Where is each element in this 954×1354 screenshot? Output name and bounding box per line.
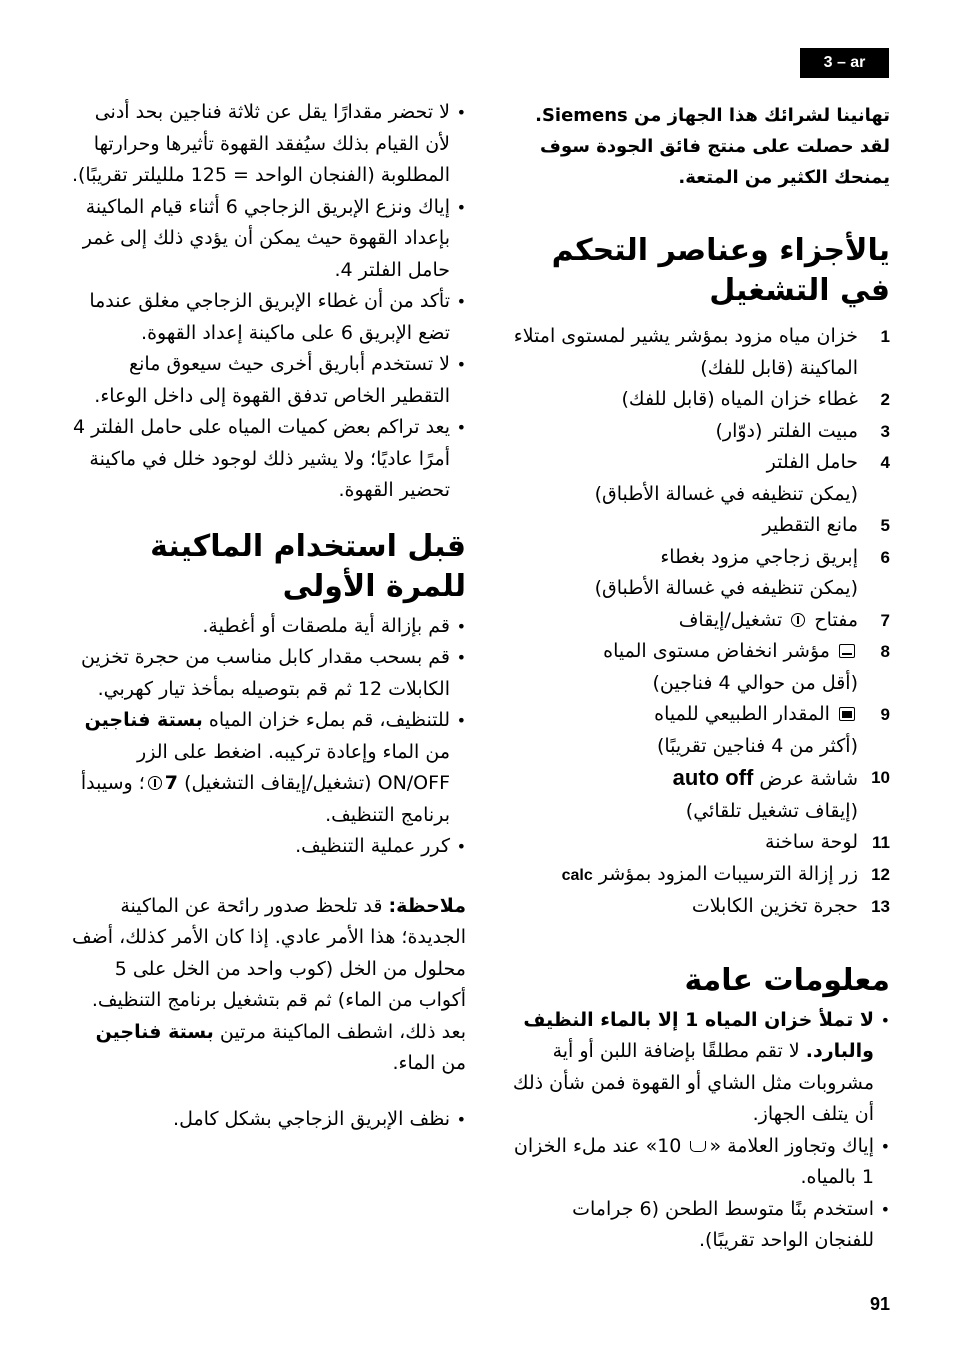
list-item: • لا تستخدم أباريق أخرى حيث سيعوق مانع التقطير الخاص تدفق القهوة إلى داخل الوعاء. — [66, 349, 466, 412]
list-item: 10 شاشة عرض auto off (إيقاف تشغيل تلقائي) — [672, 765, 890, 822]
intro-paragraph: تهانينا لشرائك هذا الجهاز من Siemens. لقد حصلت على منتج فائق الجودة سوف يمنحك الكثير من المتعة. — [535, 105, 890, 188]
list-item: • كرر عملية التنظيف. — [66, 831, 466, 863]
general-list — [512, 1005, 890, 1257]
full-water-icon — [839, 707, 855, 721]
low-water-icon — [839, 644, 855, 658]
parts-heading: يالأجزاء وعناصر التحكم في التشغيل — [551, 233, 890, 308]
list-item: 13 حجرة تخزين الكابلات — [691, 895, 890, 917]
list-item: 1 خزان مياه مزود بمؤشر يشير لمستوى امتلاء الماكينة (قابل للفك) — [513, 325, 890, 379]
final-list — [66, 1104, 466, 1136]
power-icon — [791, 613, 805, 627]
list-item: • لا تملأ خزان المياه 1 إلا بالماء النظيف والبارد. لا تقم مطلقًا بإضافة اللبن أو أية مشروبات مثل الشاي أو القهوة فمن شأن ذلك أن يتلف الجهاز. — [512, 1005, 890, 1131]
note-paragraph: ملاحظة: قد تلحظ صدور رائحة عن الماكينة الجديدة؛ هذا الأمر عادي. إذا كان الأمر كذلك، أضف محلول من الخل (كوب واحد من الخل على 5 أكواب من الماء) ثم قم بتشغيل برنامج التنظيف. بعد ذلك، اشطف الماكينة مرتين بستة فناجين من الماء. — [71, 894, 466, 1074]
first-use-heading: قبل استخدام الماكينة للمرة الأولى — [150, 528, 466, 604]
list-item: • إياك وتجاوز العلامة « 10» عند ملء الخزان 1 بالمياه. — [512, 1131, 890, 1194]
parts-list — [512, 321, 890, 923]
power-icon — [148, 776, 162, 790]
list-item: • للتنظيف، قم بملء خزان المياه بستة فناجين من الماء وإعادة تركيبه. اضغط على الزر ON/OFF (تشغيل/إيقاف التشغيل) 7؛ وسيبدأ برنامج التنظيف. — [66, 705, 466, 831]
list-item: • إياك ونزع الإبريق الزجاجي 6 أثناء قيام الماكينة بإعداد القهوة حيث يمكن أن يؤدي ذلك إلى غمر حامل الفلتر 4. — [66, 192, 466, 287]
list-item: 9 المقدار الطبيعي للمياه (أكثر من 4 فناجين تقريبًا) — [654, 703, 890, 757]
list-item: • يعد تراكم بعض كميات المياه على حامل الفلتر 4 أمرًا عاديًا؛ ولا يشير ذلك لوجود خلل في ماكينة تحضير القهوة. — [66, 412, 466, 507]
list-item: • قم بسحب مقدار كابل مناسب من حجرة تخزين الكابلات 12 ثم قم بتوصيله بمأخذ تيار كهربي. — [66, 642, 466, 705]
list-item: • نظف الإبريق الزجاجي بشكل كامل. — [66, 1104, 466, 1136]
list-item: • لا تحضر مقدارًا يقل عن ثلاثة فناجين بحد أدنى لأن القيام بذلك سيُفقد القهوة تأثيرها وحرارتها المطلوبة (الفنجان الواحد = 125 ملليلتر تقريبًا). — [66, 97, 466, 192]
left-column — [66, 97, 466, 1135]
right-column — [512, 100, 890, 1257]
precautions-list — [66, 97, 466, 507]
first-use-list — [66, 611, 466, 863]
list-item: 3 مبيت الفلتر (دوّار) — [715, 419, 890, 442]
page-number: 91 — [869, 1294, 890, 1314]
list-item: 11 لوحة ساخنة — [765, 831, 890, 853]
list-item: • تأكد من أن غطاء الإبريق الزجاجي مغلق عندما تضع الإبريق 6 على ماكينة إعداد القهوة. — [66, 286, 466, 349]
list-item: 8 مؤشر انخفاض مستوى المياه (أقل من حوالي 4 فناجين) — [603, 640, 890, 694]
list-item: 12 زر إزالة الترسيبات المزود بمؤشر calc — [561, 862, 890, 885]
list-item: 5 مانع التقطير — [762, 514, 890, 536]
list-item: 7 مفتاح تشغيل/إيقاف — [678, 608, 890, 631]
list-item: • استخدم بنًا متوسط الطحن (6 جرامات للفنجان الواحد تقريبًا). — [512, 1194, 890, 1257]
list-item: 4 حامل الفلتر (يمكن تنظيفه في غسالة الأطباق) — [594, 451, 890, 505]
general-heading: معلومات عامة — [684, 962, 890, 998]
list-item: 2 غطاء خزان المياه (قابل للفك) — [621, 388, 890, 410]
list-item: • قم بإزالة أية ملصقات أو أغطية. — [66, 611, 466, 643]
page-tag: 3 – ar — [800, 48, 889, 78]
cup-icon — [690, 1141, 706, 1152]
list-item: 6 إبريق زجاجي مزود بغطاء (يمكن تنظيفه في غسالة الأطباق) — [594, 545, 890, 599]
